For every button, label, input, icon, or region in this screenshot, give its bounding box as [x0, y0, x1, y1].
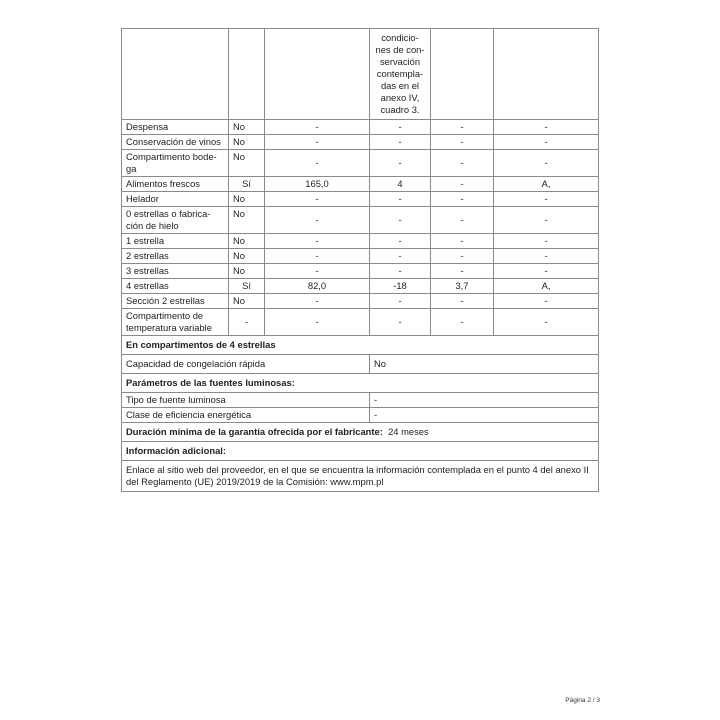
compartment-present: No [229, 135, 265, 150]
compartment-climate-class: - [494, 150, 599, 177]
compartment-energy: - [431, 309, 494, 336]
compartment-energy: - [431, 150, 494, 177]
compartment-temperature: - [370, 207, 431, 234]
warranty-cell [122, 423, 599, 442]
compartment-climate-class: - [494, 294, 599, 309]
warranty-label: Duración mínima de la garantía ofrecida por el fabricante: [126, 426, 383, 437]
compartment-present: Sí [229, 279, 265, 294]
compartment-volume: - [265, 234, 370, 249]
compartment-name: 1 estrella [122, 234, 229, 249]
compartment-energy: - [431, 135, 494, 150]
compartment-climate-class: - [494, 234, 599, 249]
additional-text-row [122, 461, 599, 492]
compartment-climate-class: - [494, 309, 599, 336]
energy-info-table [121, 28, 599, 492]
cell-empty [265, 29, 370, 120]
compartment-volume: - [265, 135, 370, 150]
compartment-energy: - [431, 249, 494, 264]
fast-freeze-label: Capacidad de congelación rápida [122, 355, 370, 374]
compartment-climate-class: - [494, 135, 599, 150]
table-row [122, 177, 599, 192]
compartment-present: No [229, 192, 265, 207]
compartment-name: 2 estrellas [122, 249, 229, 264]
compartment-climate-class: A, [494, 279, 599, 294]
table-row [122, 249, 599, 264]
compartment-energy: - [431, 120, 494, 135]
additional-heading: Información adicional: [122, 442, 599, 461]
compartment-volume: - [265, 120, 370, 135]
compartment-climate-class: - [494, 249, 599, 264]
compartment-energy: - [431, 207, 494, 234]
compartment-present: No [229, 249, 265, 264]
compartment-climate-class: - [494, 192, 599, 207]
compartment-energy: - [431, 192, 494, 207]
table-row [122, 264, 599, 279]
light-class-label: Clase de eficiencia energética [122, 408, 370, 423]
warranty-value: 24 meses [388, 426, 429, 437]
cell-empty [494, 29, 599, 120]
light-heading: Parámetros de las fuentes luminosas: [122, 374, 599, 393]
compartment-temperature: 4 [370, 177, 431, 192]
section-heading-row [122, 336, 599, 355]
table-row [122, 294, 599, 309]
compartment-climate-class: - [494, 207, 599, 234]
compartment-energy: - [431, 294, 494, 309]
light-class-row [122, 408, 599, 423]
table-body [122, 29, 599, 492]
compartment-present: No [229, 234, 265, 249]
compartment-present: No [229, 120, 265, 135]
table-row-continued [122, 29, 599, 120]
table-row [122, 150, 599, 177]
compartment-climate-class: A, [494, 177, 599, 192]
compartment-volume: - [265, 150, 370, 177]
conditions-note: condicio- nes de con- servación contempla- das en el anexo IV, cuadro 3. [370, 29, 431, 120]
compartment-name: Alimentos frescos [122, 177, 229, 192]
compartment-present: No [229, 150, 265, 177]
compartment-volume: - [265, 192, 370, 207]
section-heading-row [122, 374, 599, 393]
compartment-climate-class: - [494, 264, 599, 279]
compartment-name: Compartimento bode- ga [122, 150, 229, 177]
compartment-volume: 165,0 [265, 177, 370, 192]
compartment-temperature: - [370, 309, 431, 336]
compartment-energy: - [431, 264, 494, 279]
warranty-row [122, 423, 599, 442]
light-type-row [122, 393, 599, 408]
compartment-name: Conservación de vinos [122, 135, 229, 150]
cell-empty [431, 29, 494, 120]
table-row [122, 135, 599, 150]
compartment-temperature: - [370, 294, 431, 309]
compartment-temperature: - [370, 120, 431, 135]
compartment-volume: - [265, 264, 370, 279]
compartment-temperature: - [370, 135, 431, 150]
compartment-volume: - [265, 309, 370, 336]
compartment-temperature: - [370, 249, 431, 264]
table-row [122, 192, 599, 207]
compartment-climate-class: - [494, 120, 599, 135]
cell-empty [122, 29, 229, 120]
section-heading-row [122, 442, 599, 461]
page-number: Página 2 / 3 [565, 697, 600, 704]
fast-freeze-row [122, 355, 599, 374]
compartment-name: 3 estrellas [122, 264, 229, 279]
light-type-label: Tipo de fuente luminosa [122, 393, 370, 408]
compartment-name: 0 estrellas o fabrica- ción de hielo [122, 207, 229, 234]
table-row [122, 207, 599, 234]
light-type-value: - [370, 393, 599, 408]
table-row [122, 234, 599, 249]
fast-freeze-value: No [370, 355, 599, 374]
compartment-present: No [229, 294, 265, 309]
four-star-heading: En compartimentos de 4 estrellas [122, 336, 599, 355]
compartment-present: No [229, 264, 265, 279]
cell-empty [229, 29, 265, 120]
compartment-temperature: - [370, 150, 431, 177]
compartment-temperature: -18 [370, 279, 431, 294]
compartment-energy: 3,7 [431, 279, 494, 294]
compartment-energy: - [431, 234, 494, 249]
compartment-volume: - [265, 249, 370, 264]
compartment-name: Sección 2 estrellas [122, 294, 229, 309]
table-row [122, 279, 599, 294]
light-class-value: - [370, 408, 599, 423]
compartment-present: Sí [229, 177, 265, 192]
table-row [122, 120, 599, 135]
compartment-volume: - [265, 207, 370, 234]
compartment-name: 4 estrellas [122, 279, 229, 294]
compartment-energy: - [431, 177, 494, 192]
additional-text: Enlace al sitio web del proveedor, en el que se encuentra la información contemplada en el punto 4 del anexo II del Reglamento (UE) 2019/2019 de la Comisión: www.mpm.pl [122, 461, 599, 492]
compartment-volume: - [265, 294, 370, 309]
table-row [122, 309, 599, 336]
compartment-name: Despensa [122, 120, 229, 135]
compartment-name: Compartimento de temperatura variable [122, 309, 229, 336]
compartment-name: Helador [122, 192, 229, 207]
compartment-temperature: - [370, 264, 431, 279]
compartment-temperature: - [370, 234, 431, 249]
compartment-temperature: - [370, 192, 431, 207]
compartment-present: No [229, 207, 265, 234]
compartment-volume: 82,0 [265, 279, 370, 294]
compartment-present: - [229, 309, 265, 336]
